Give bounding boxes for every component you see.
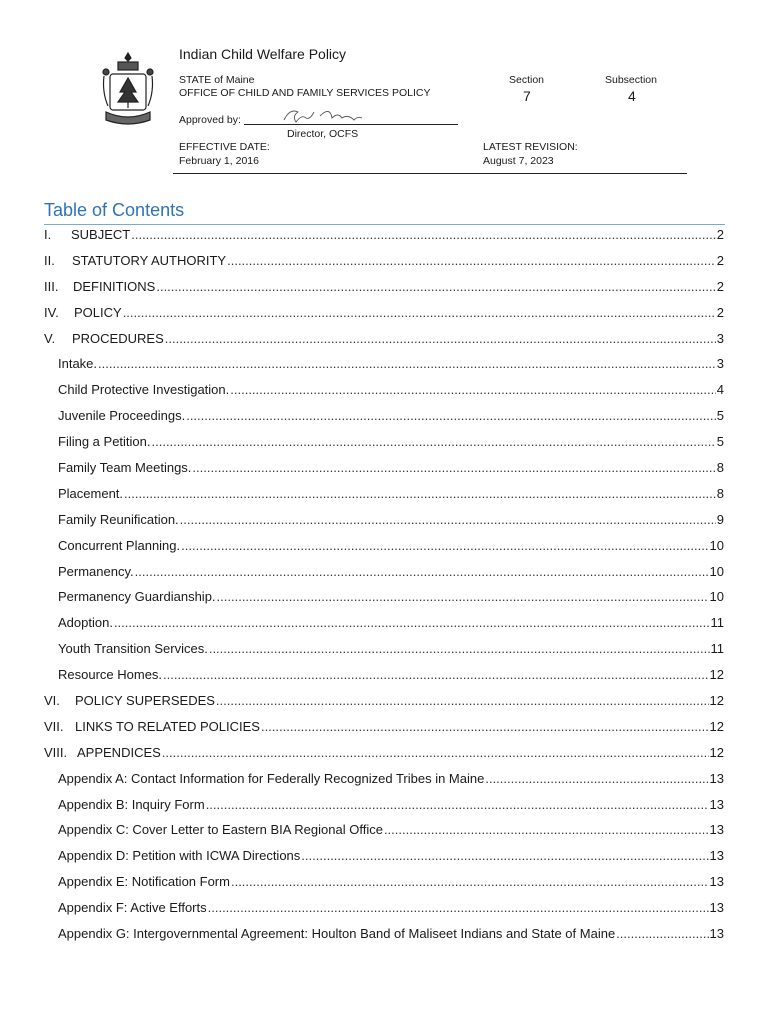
effective-date: February 1, 2016 (179, 155, 259, 167)
toc-entry-label: LINKS TO RELATED POLICIES (75, 718, 260, 734)
toc-entry-page: 13 (709, 822, 724, 838)
toc-entry-number: IV. (44, 304, 59, 320)
state-name: STATE of Maine (179, 74, 255, 86)
toc-entry-label: POLICY SUPERSEDES (75, 693, 215, 709)
toc-dot-leader (152, 433, 716, 451)
toc-dot-leader (114, 614, 710, 632)
toc-entry[interactable] (44, 459, 724, 485)
subsection-label: Subsection (605, 74, 657, 86)
toc-entry-page: 12 (709, 718, 724, 734)
toc-entry[interactable] (44, 718, 724, 744)
toc-entry-label: POLICY (74, 304, 122, 320)
toc-entry[interactable] (44, 226, 724, 252)
maine-state-seal-icon (100, 50, 156, 128)
toc-entry-label: Family Team Meetings. (58, 460, 192, 476)
toc-dot-leader (230, 381, 716, 399)
director-signature-icon (280, 106, 370, 126)
toc-entry[interactable] (44, 873, 724, 899)
toc-entry-page: 13 (709, 900, 724, 916)
toc-dot-leader (135, 563, 709, 581)
toc-dot-leader (98, 355, 716, 373)
policy-title: Indian Child Welfare Policy (179, 46, 347, 62)
toc-entry-page: 2 (716, 252, 724, 268)
toc-entry-label: STATUTORY AUTHORITY (72, 252, 227, 268)
toc-entry-page: 13 (709, 848, 724, 864)
toc-entry[interactable] (44, 692, 724, 718)
toc-entry-label: APPENDICES (77, 744, 161, 760)
toc-entry[interactable] (44, 563, 724, 589)
toc-entry-page: 10 (709, 589, 724, 605)
toc-entry-page: 5 (716, 434, 724, 450)
toc-entry-label: Appendix F: Active Efforts (58, 900, 207, 916)
toc-dot-leader (163, 666, 708, 684)
approved-by-label: Approved by: (179, 114, 241, 126)
toc-dot-leader (485, 770, 708, 788)
toc-entry-page: 2 (716, 278, 724, 294)
toc-heading: Table of Contents (44, 200, 185, 220)
toc-entry[interactable] (44, 433, 724, 459)
toc-entry-label: Placement. (58, 485, 124, 501)
toc-entry[interactable] (44, 355, 724, 381)
toc-entry[interactable] (44, 304, 724, 330)
toc-dot-leader (186, 407, 716, 425)
toc-entry-page: 11 (710, 641, 724, 657)
toc-entry-label: Appendix C: Cover Letter to Eastern BIA Regional Office (58, 822, 383, 838)
latest-revision-date: August 7, 2023 (483, 155, 554, 167)
toc-entry-label: Youth Transition Services. (58, 641, 208, 657)
toc-entry[interactable] (44, 744, 724, 770)
toc-entry-number: V. (44, 330, 56, 346)
toc-dot-leader (123, 304, 716, 322)
toc-entry-label: Juvenile Proceedings. (58, 408, 186, 424)
toc-entry-label: Appendix D: Petition with ICWA Directions (58, 848, 301, 864)
toc-entry-page: 12 (709, 667, 724, 683)
toc-entry[interactable] (44, 252, 724, 278)
toc-entry-page: 13 (709, 796, 724, 812)
toc-entry[interactable] (44, 407, 724, 433)
toc-entry-number: II. (44, 252, 55, 268)
toc-dot-leader (301, 847, 708, 865)
toc-entry-label: PROCEDURES (72, 330, 164, 346)
toc-dot-leader (206, 796, 709, 814)
toc-entry-number: VII. (44, 718, 64, 734)
toc-dot-leader (261, 718, 709, 736)
toc-entry-label: Permanency Guardianship. (58, 589, 216, 605)
toc-entry[interactable] (44, 770, 724, 796)
toc-dot-leader (192, 459, 715, 477)
toc-heading-rule (44, 224, 725, 225)
toc-entry[interactable] (44, 278, 724, 304)
toc-dot-leader (217, 588, 709, 606)
toc-entry[interactable] (44, 511, 724, 537)
toc-dot-leader (231, 873, 709, 891)
toc-entry-label: Permanency. (58, 563, 134, 579)
toc-entry-page: 13 (709, 874, 724, 890)
toc-entry-page: 13 (709, 770, 724, 786)
toc-entry[interactable] (44, 666, 724, 692)
effective-date-label: EFFECTIVE DATE: (179, 141, 270, 153)
latest-revision-label: LATEST REVISION: (483, 141, 578, 153)
toc-entry-page: 9 (716, 511, 724, 527)
toc-dot-leader (124, 485, 716, 503)
toc-dot-leader (384, 821, 709, 839)
toc-entry-label: Resource Homes. (58, 667, 163, 683)
toc-dot-leader (181, 537, 708, 555)
toc-dot-leader (208, 899, 709, 917)
toc-entry[interactable] (44, 330, 724, 356)
toc-dot-leader (162, 744, 709, 762)
toc-entry[interactable] (44, 925, 724, 951)
toc-dot-leader (165, 330, 716, 348)
toc-dot-leader (227, 252, 716, 270)
toc-entry-label: Child Protective Investigation. (58, 382, 230, 398)
toc-entry-label: Filing a Petition. (58, 434, 151, 450)
toc-entry-number: III. (44, 278, 59, 294)
toc-dot-leader (156, 278, 715, 296)
section-label: Section (509, 74, 545, 86)
section-value: 7 (523, 88, 531, 104)
toc-entry[interactable] (44, 821, 724, 847)
toc-entry-page: 8 (716, 460, 724, 476)
toc-entry-page: 8 (716, 485, 724, 501)
toc-entry[interactable] (44, 381, 724, 407)
toc-entry-label: Appendix B: Inquiry Form (58, 796, 205, 812)
toc-entry-page: 4 (716, 382, 724, 398)
toc-entry-label: DEFINITIONS (73, 278, 156, 294)
toc-entry-page: 12 (709, 744, 724, 760)
toc-dot-leader (180, 511, 716, 529)
toc-dot-leader (209, 640, 710, 658)
toc-dot-leader (216, 692, 709, 710)
toc-entry-number: VI. (44, 693, 60, 709)
toc-entry-label: Intake. (58, 356, 98, 372)
toc-entry[interactable] (44, 847, 724, 873)
toc-entry-label: Appendix A: Contact Information for Federally Recognized Tribes in Maine (58, 770, 485, 786)
toc-entry-number: I. (44, 227, 52, 242)
toc-entry-page: 2 (716, 304, 724, 320)
toc-entry-page: 3 (716, 330, 724, 346)
toc-entry-page: 2 (716, 227, 724, 242)
toc-entry-label: Family Reunification. (58, 511, 179, 527)
toc-dot-leader (616, 925, 708, 943)
toc-entry-page: 5 (716, 408, 724, 424)
office-name: OFFICE OF CHILD AND FAMILY SERVICES POLICY (179, 87, 431, 99)
toc-entry[interactable] (44, 899, 724, 925)
toc-entry-page: 10 (709, 537, 724, 553)
toc-entry[interactable] (44, 537, 724, 563)
toc-entry-label: Adoption. (58, 615, 113, 631)
toc-entry-page: 12 (709, 693, 724, 709)
director-label: Director, OCFS (287, 128, 359, 140)
header-divider (173, 173, 687, 174)
toc-entry-label: Concurrent Planning. (58, 537, 181, 553)
toc-entry-label: Appendix E: Notification Form (58, 874, 230, 890)
toc-entry-page: 13 (709, 926, 724, 942)
toc-entry[interactable] (44, 485, 724, 511)
toc-entry[interactable] (44, 588, 724, 614)
toc-entry-number: VIII. (44, 744, 68, 760)
toc-entry[interactable] (44, 614, 724, 640)
subsection-value: 4 (628, 88, 636, 104)
toc-dot-leader (131, 226, 716, 244)
toc-entry[interactable] (44, 796, 724, 822)
toc-entry[interactable] (44, 640, 724, 666)
toc-entry-page: 3 (716, 356, 724, 372)
toc-entry-page: 10 (709, 563, 724, 579)
toc-entry-page: 11 (710, 615, 724, 631)
table-of-contents (44, 226, 724, 951)
toc-entry-label: Appendix G: Intergovernmental Agreement: Houlton Band of Maliseet Indians and State of Maine (58, 926, 616, 942)
toc-entry-label: SUBJECT (71, 227, 131, 242)
